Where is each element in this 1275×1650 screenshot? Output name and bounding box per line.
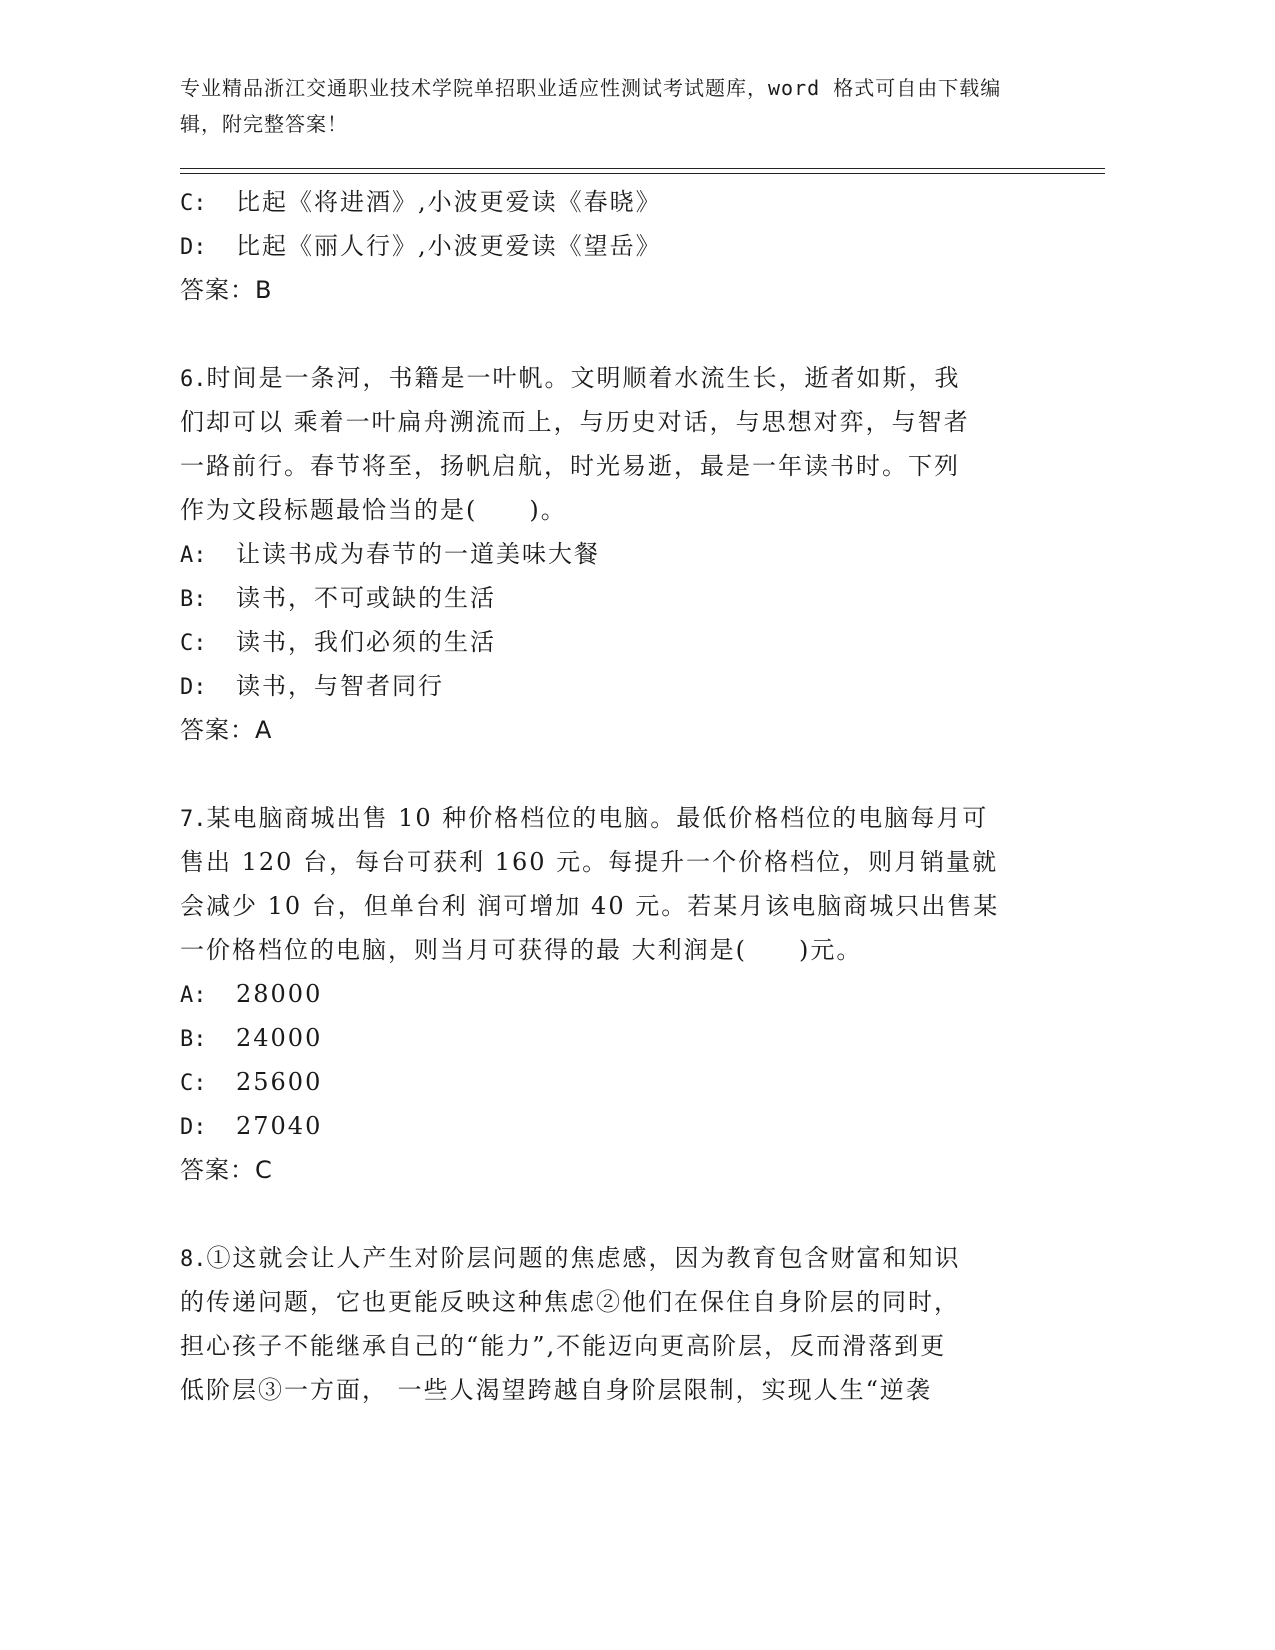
option-text: 27040 (236, 1112, 323, 1140)
option-a (180, 972, 1040, 1016)
answer-q6: 答案：A (180, 716, 273, 744)
spacer (180, 312, 1040, 356)
question-line (180, 796, 1040, 840)
question-line: 们却可以 乘着一叶扁舟溯流而上，与历史对话，与思想对弈，与智者 (180, 408, 970, 436)
option-b (180, 576, 1040, 620)
option-b (180, 1016, 1040, 1060)
question-line: 一路前行。春节将至，扬帆启航，时光易逝，最是一年读书时。下列 (180, 452, 960, 480)
option-text: 读书，不可或缺的生活 (236, 584, 496, 612)
option-c (180, 620, 1040, 664)
option-text: 读书，与智者同行 (236, 672, 444, 700)
question-8 (180, 1236, 1040, 1412)
answer-q5: 答案：B (180, 276, 273, 304)
question-line: 售出 120 台，每台可获利 160 元。每提升一个价格档位，则月销量就 (180, 848, 999, 876)
question-line: 一价格档位的电脑，则当月可获得的最 大利润是( )元。 (180, 936, 863, 964)
option-a (180, 532, 1040, 576)
question-line: 担心孩子不能继承自己的“能力”,不能迈向更高阶层，反而滑落到更 (180, 1332, 947, 1360)
option-d (180, 664, 1040, 708)
question-number: 8. (180, 1247, 207, 1272)
question-text: 某电脑商城出售 10 种价格档位的电脑。最低价格档位的电脑每月可 (206, 804, 989, 832)
question-line: 会减少 10 台，但单台利 润可增加 40 元。若某月该电脑商城只出售某 (180, 892, 1000, 920)
option-letter: B: (180, 587, 207, 612)
question-line: 作为文段标题最恰当的是( )。 (180, 496, 567, 524)
option-letter: D: (180, 1115, 207, 1140)
header-divider (180, 168, 1105, 174)
option-d (180, 224, 1040, 268)
question-text: 时间是一条河，书籍是一叶帆。文明顺着水流生长，逝者如斯，我 (206, 364, 961, 392)
option-text: 比起《丽人行》,小波更爱读《望岳》 (236, 232, 662, 260)
option-text: 24000 (236, 1024, 323, 1052)
answer-q7: 答案：C (180, 1156, 273, 1184)
option-letter: D: (180, 675, 207, 700)
question-line: 低阶层③一方面， 一些人渴望跨越自身阶层限制，实现人生“逆袭 (180, 1376, 932, 1404)
option-text: 28000 (236, 980, 323, 1008)
question-number: 7. (180, 807, 207, 832)
question-line (180, 356, 1040, 400)
option-c (180, 1060, 1040, 1104)
option-letter: C: (180, 1071, 207, 1096)
option-letter: A: (180, 543, 207, 568)
page-header: 专业精品浙江交通职业技术学院单招职业适应性测试考试题库，word 格式可自由下载编辑，附完整答案！ (180, 76, 1002, 136)
option-c (180, 180, 1040, 224)
question-6 (180, 356, 1040, 532)
option-text: 25600 (236, 1068, 323, 1096)
question-number: 6. (180, 367, 207, 392)
option-letter: C: (180, 631, 207, 656)
option-text: 读书，我们必须的生活 (236, 628, 496, 656)
option-d (180, 1104, 1040, 1148)
question-7 (180, 796, 1040, 972)
option-text: 让读书成为春节的一道美味大餐 (236, 540, 600, 568)
spacer (180, 752, 1040, 796)
question-text: ①这就会让人产生对阶层问题的焦虑感，因为教育包含财富和知识 (206, 1244, 961, 1272)
option-text: 比起《将进酒》,小波更爱读《春晓》 (236, 188, 662, 216)
spacer (180, 1192, 1040, 1236)
option-letter: C: (180, 191, 207, 216)
option-letter: B: (180, 1027, 207, 1052)
question-content (180, 180, 1040, 1412)
option-letter: A: (180, 983, 207, 1008)
question-line: 的传递问题，它也更能反映这种焦虑②他们在保住自身阶层的同时， (180, 1288, 960, 1316)
question-line (180, 1236, 1040, 1280)
option-letter: D: (180, 235, 207, 260)
